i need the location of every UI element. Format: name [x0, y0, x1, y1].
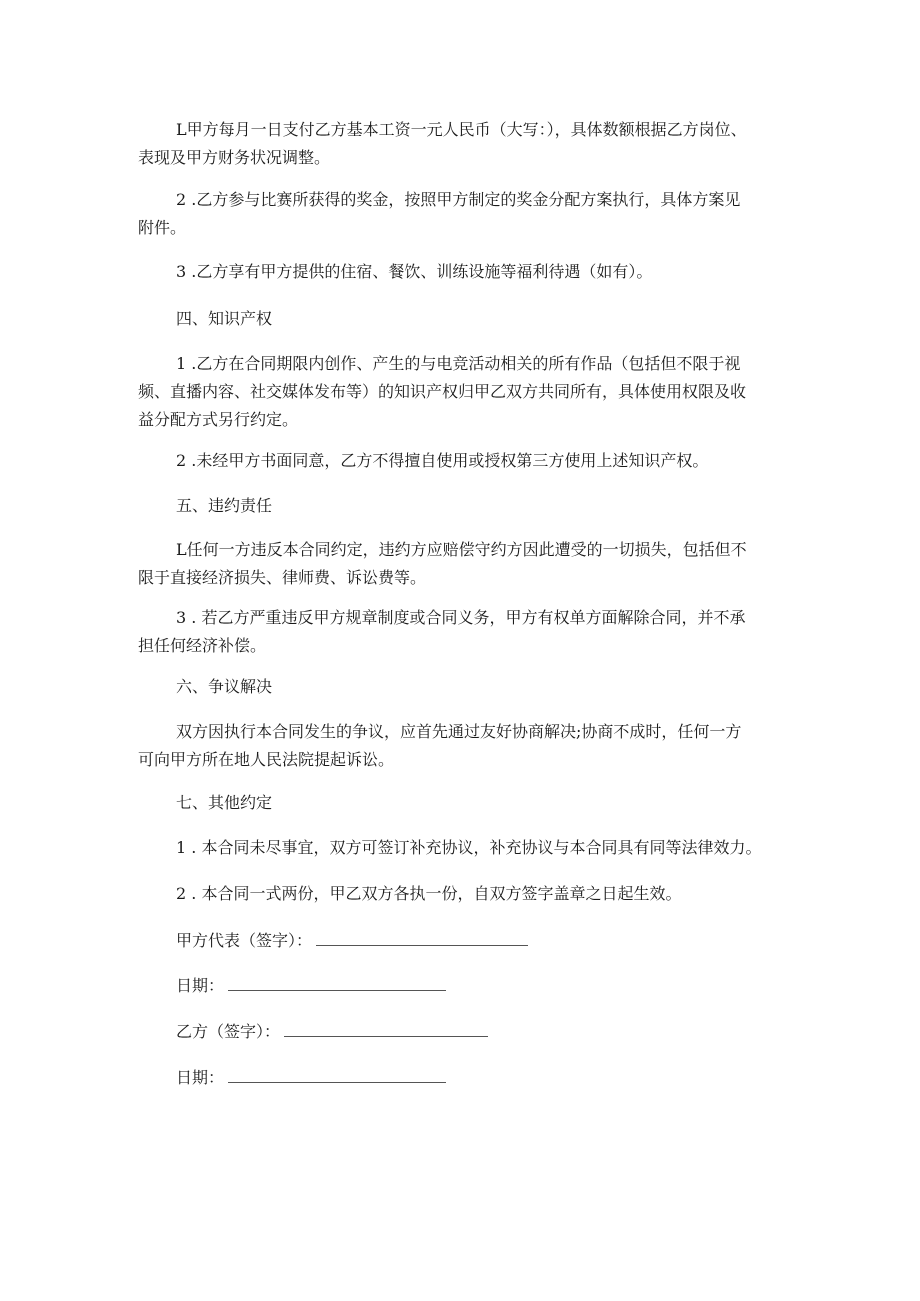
clause-ip-auth-line1: 2 .未经甲方书面同意，乙方不得擅自使用或授权第三方使用上述知识产权。	[176, 451, 709, 470]
heading-text: 六、争议解决	[176, 677, 273, 696]
signature-date-a	[176, 970, 446, 1000]
clause-copies-line1: 2 . 本合同一式两份，甲乙双方各执一份，自双方签字盖章之日起生效。	[176, 884, 682, 903]
section-heading-dispute	[138, 673, 798, 701]
clause-dispute	[138, 718, 798, 774]
section-heading-breach	[138, 492, 798, 520]
clause-salary	[138, 116, 798, 172]
clause-ip-line1: 1 .乙方在合同期限内创作、产生的与电竞活动相关的所有作品（包括但不限于视	[176, 354, 741, 373]
signature-date-b	[176, 1062, 446, 1092]
clause-termination-line1: 3 . 若乙方严重违反甲方规章制度或合同义务，甲方有权单方面解除合同，并不承	[176, 608, 746, 627]
heading-text: 七、其他约定	[176, 793, 273, 812]
clause-bonus-line2: 附件。	[138, 218, 187, 237]
signature-blank[interactable]	[284, 1016, 488, 1037]
clause-dispute-line1: 双方因执行本合同发生的争议，应首先通过友好协商解决;协商不成时，任何一方	[176, 722, 742, 741]
clause-supplement	[138, 834, 798, 862]
heading-text: 四、知识产权	[176, 309, 273, 328]
clause-bonus-line1: 2 .乙方参与比赛所获得的奖金，按照甲方制定的奖金分配方案执行，具体方案见	[176, 190, 741, 209]
signature-party-a-rep	[176, 925, 528, 955]
clause-ip-line2: 频、直播内容、社交媒体发布等）的知识产权归甲乙双方共同所有，具体使用权限及收	[138, 382, 747, 401]
clause-welfare-line1: 3 .乙方享有甲方提供的住宿、餐饮、训练设施等福利待遇（如有）。	[176, 262, 653, 281]
clause-ip-ownership	[138, 350, 798, 434]
section-heading-ip	[138, 305, 798, 333]
heading-text: 五、违约责任	[176, 496, 273, 515]
clause-breach-line2: 限于直接经济损失、律师费、诉讼费等。	[138, 568, 427, 587]
clause-salary-line2: 表现及甲方财务状况调整。	[138, 148, 331, 167]
clause-dispute-line2: 可向甲方所在地人民法院提起诉讼。	[138, 750, 395, 769]
clause-breach-damages	[138, 536, 798, 592]
clause-welfare	[138, 258, 798, 286]
date-label: 日期：	[176, 976, 225, 995]
clause-salary-line1: L甲方每月一日支付乙方基本工资一元人民币（大写：），具体数额根据乙方岗位、	[176, 120, 747, 139]
clause-termination-line2: 担任何经济补偿。	[138, 636, 267, 655]
signature-label: 甲方代表（签字）：	[176, 931, 313, 950]
clause-ip-line3: 益分配方式另行约定。	[138, 410, 299, 429]
date-blank[interactable]	[228, 970, 446, 991]
clause-breach-termination	[138, 604, 798, 660]
clause-bonus	[138, 186, 798, 242]
signature-label: 乙方（签字）：	[176, 1022, 281, 1041]
signature-party-b	[176, 1016, 488, 1046]
clause-copies	[138, 880, 798, 908]
signature-blank[interactable]	[316, 925, 528, 946]
clause-breach-line1: L任何一方违反本合同约定，违约方应赔偿守约方因此遭受的一切损失，包括但不	[176, 540, 747, 559]
section-heading-other	[138, 789, 798, 817]
date-blank[interactable]	[228, 1062, 446, 1083]
clause-ip-authorization	[138, 447, 798, 475]
date-label: 日期：	[176, 1068, 225, 1087]
clause-supplement-line1: 1 . 本合同未尽事宜，双方可签订补充协议，补充协议与本合同具有同等法律效力。	[176, 838, 762, 857]
